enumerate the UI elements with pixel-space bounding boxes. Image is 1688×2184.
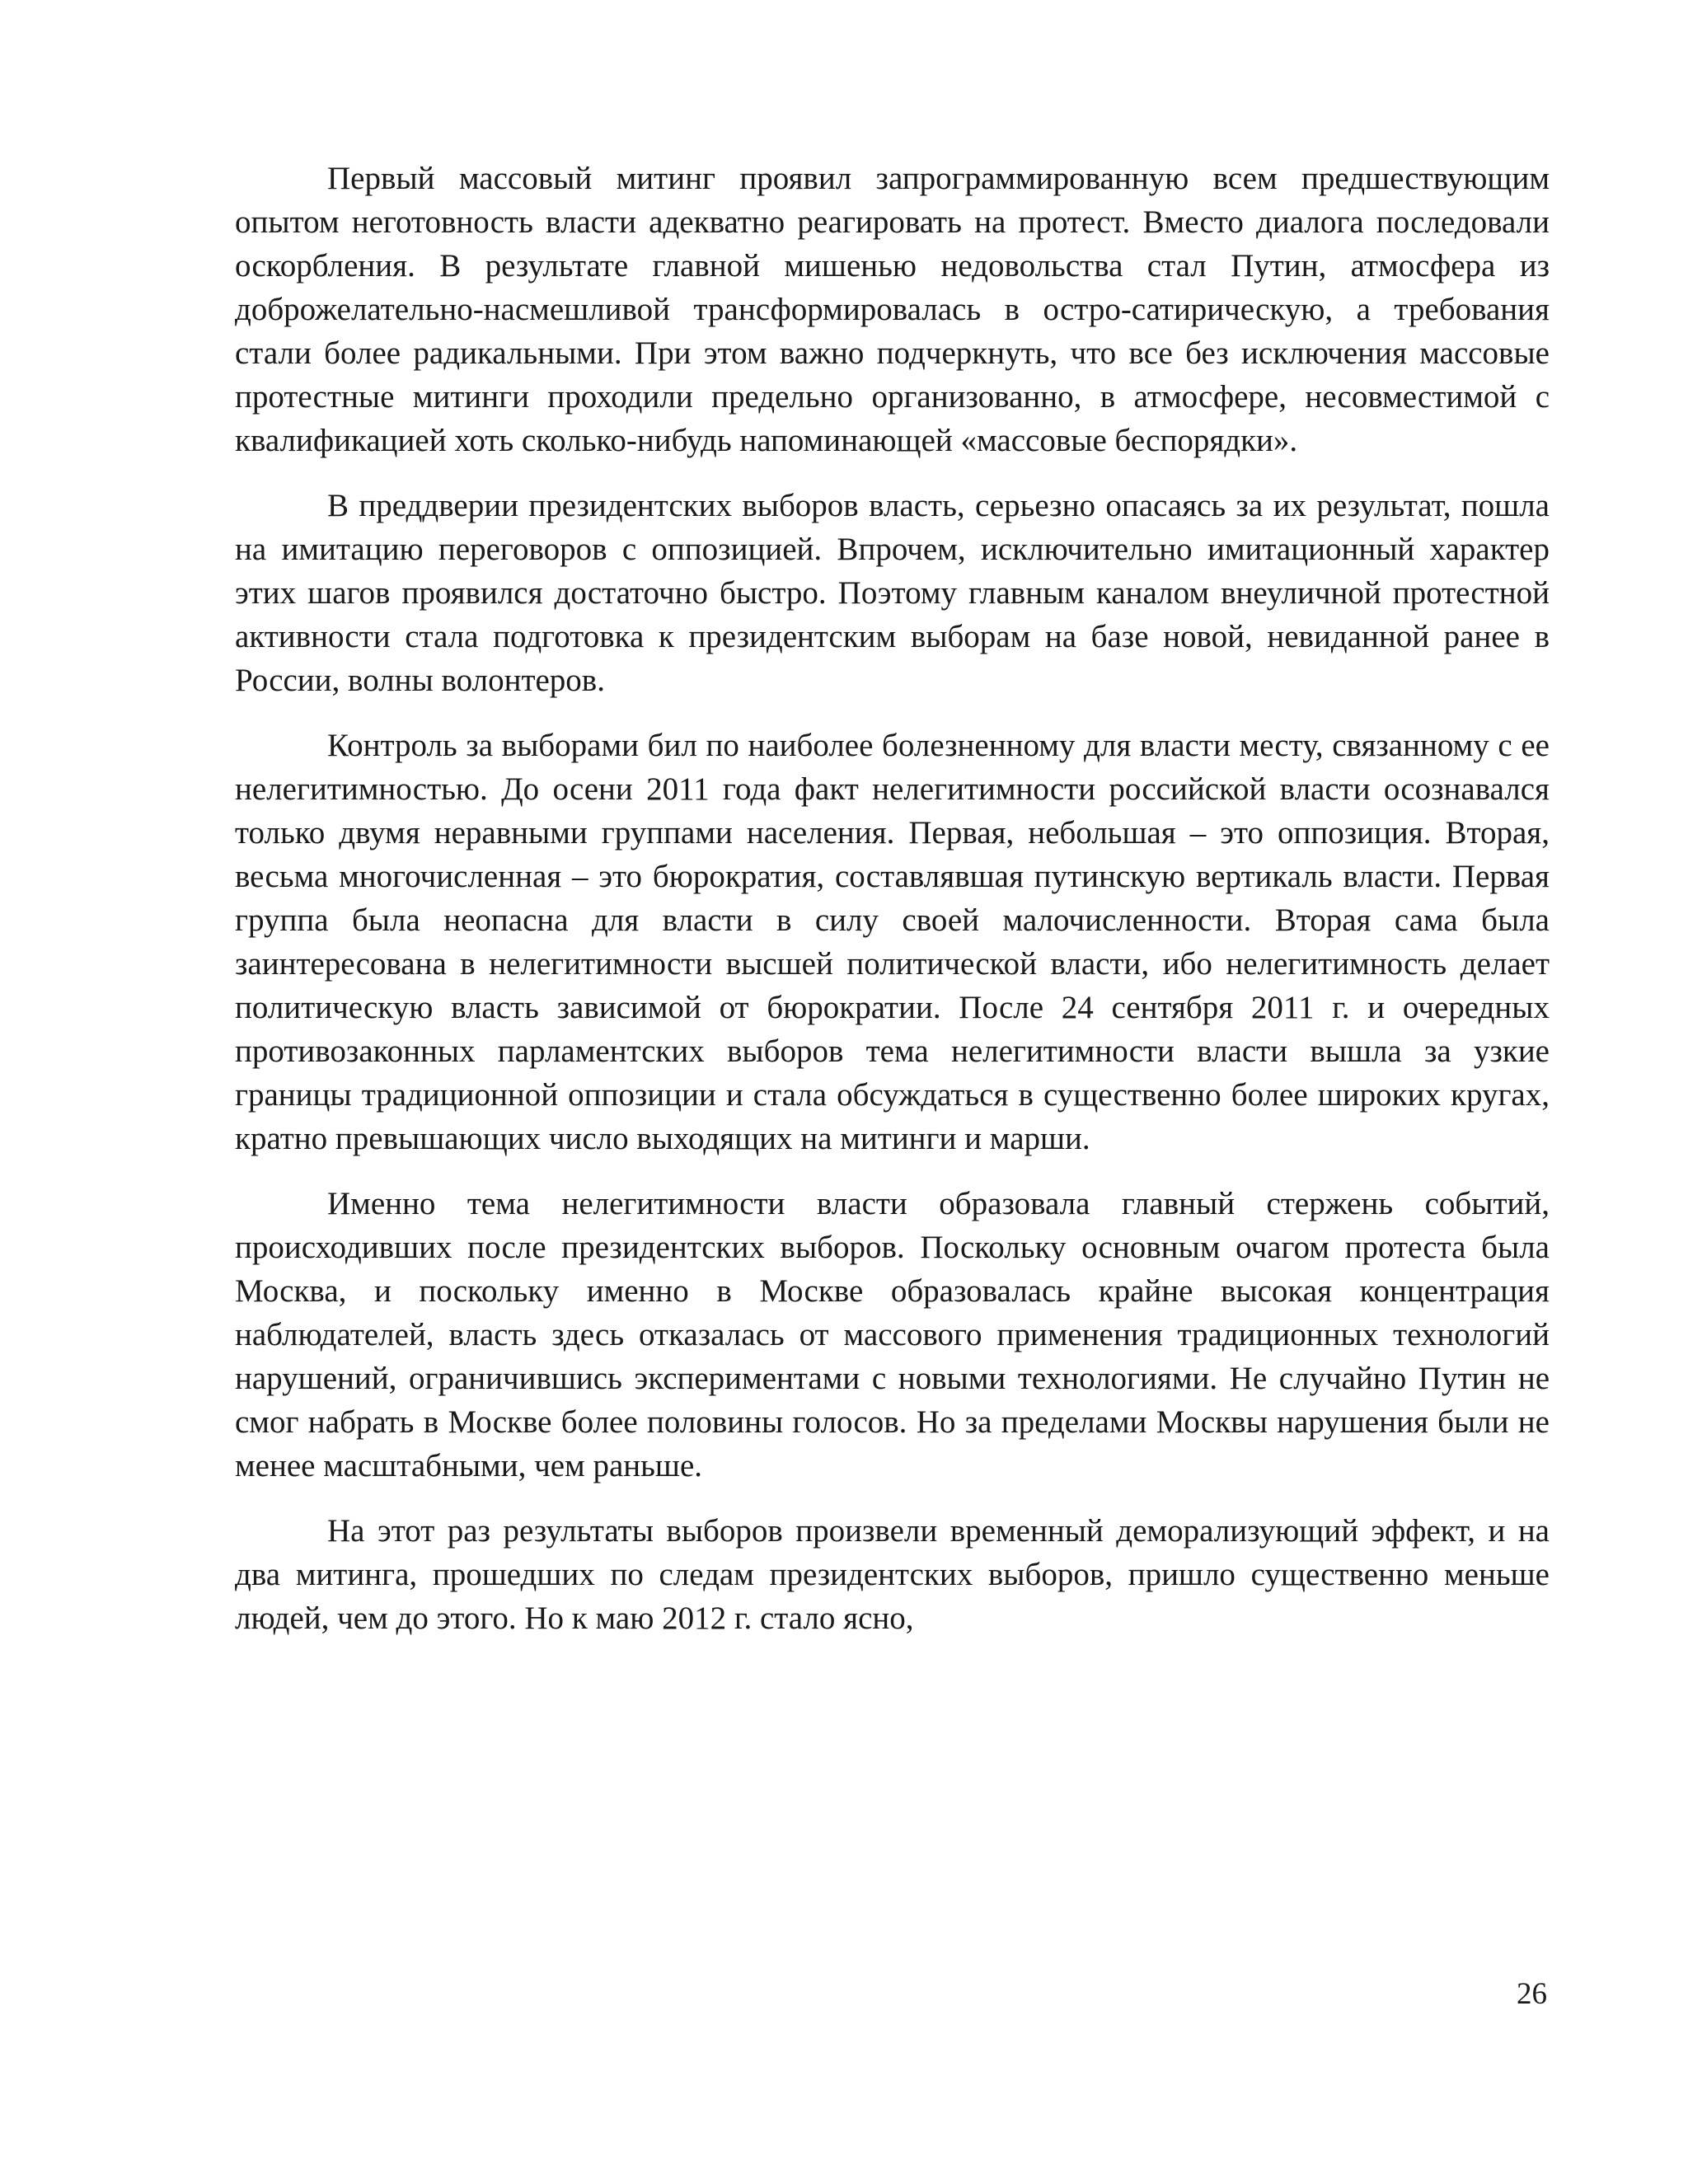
paragraph-4: Именно тема нелегитимности власти образовала главный стержень событий, происходивших после президентских выборов. Поскольку основным очагом протеста была Москва, и поскольку именно в Москве образовалась крайне высокая концентрация наблюдателей, власть здесь отказалась от массового применения традиционных технологий нарушений, ограничившись экспериментами с новыми технологиями. Не случайно Путин не смог набрать в Москве более половины голосов. Но за пределами Москвы нарушения были не менее масштабными, чем раньше.: [235, 1186, 1550, 1483]
paragraph-5: На этот раз результаты выборов произвели временный деморализующий эффект, и на два митинга, прошедших по следам президентских выборов, пришло существенно меньше людей, чем до этого. Но к маю 2012 г. стало ясно,: [235, 1513, 1550, 1636]
page-number: 26: [1517, 1977, 1547, 2011]
body-text: [235, 157, 1550, 1661]
paragraph-1: Первый массовый митинг проявил запрограммированную всем предшествующим опытом неготовность власти адекватно реагировать на протест. Вместо диалога последовали оскорбления. В результате главной мишенью недовольства стал Путин, атмосфера из доброжелательно-насмешливой трансформировалась в остро-сатирическую, а требования стали более радикальными. При этом важно подчеркнуть, что все без исключения массовые протестные митинги проходили предельно организованно, в атмосфере, несовместимой с квалификацией хоть сколько-нибудь напоминающей «массовые беспорядки».: [235, 161, 1550, 458]
paragraph-3: Контроль за выборами бил по наиболее болезненному для власти месту, связанному с ее нелегитимностью. До осени 2011 года факт нелегитимности российской власти осознавался только двумя неравными группами населения. Первая, небольшая – это оппозиция. Вторая, весьма многочисленная – это бюрократия, составлявшая путинскую вертикаль власти. Первая группа была неопасна для власти в силу своей малочисленности. Вторая сама была заинтересована в нелегитимности высшей политической власти, ибо нелегитимность делает политическую власть зависимой от бюрократии. После 24 сентября 2011 г. и очередных противозаконных парламентских выборов тема нелегитимности власти вышла за узкие границы традиционной оппозиции и стала обсуждаться в существенно более широких кругах, кратно превышающих число выходящих на митинги и марши.: [235, 728, 1550, 1156]
paragraph-2: В преддверии президентских выборов власть, серьезно опасаясь за их результат, пошла на имитацию переговоров с оппозицией. Впрочем, исключительно имитационный характер этих шагов проявился достаточно быстро. Поэтому главным каналом внеуличной протестной активности стала подготовка к президентским выборам на базе новой, невиданной ранее в России, волны волонтеров.: [235, 488, 1550, 698]
